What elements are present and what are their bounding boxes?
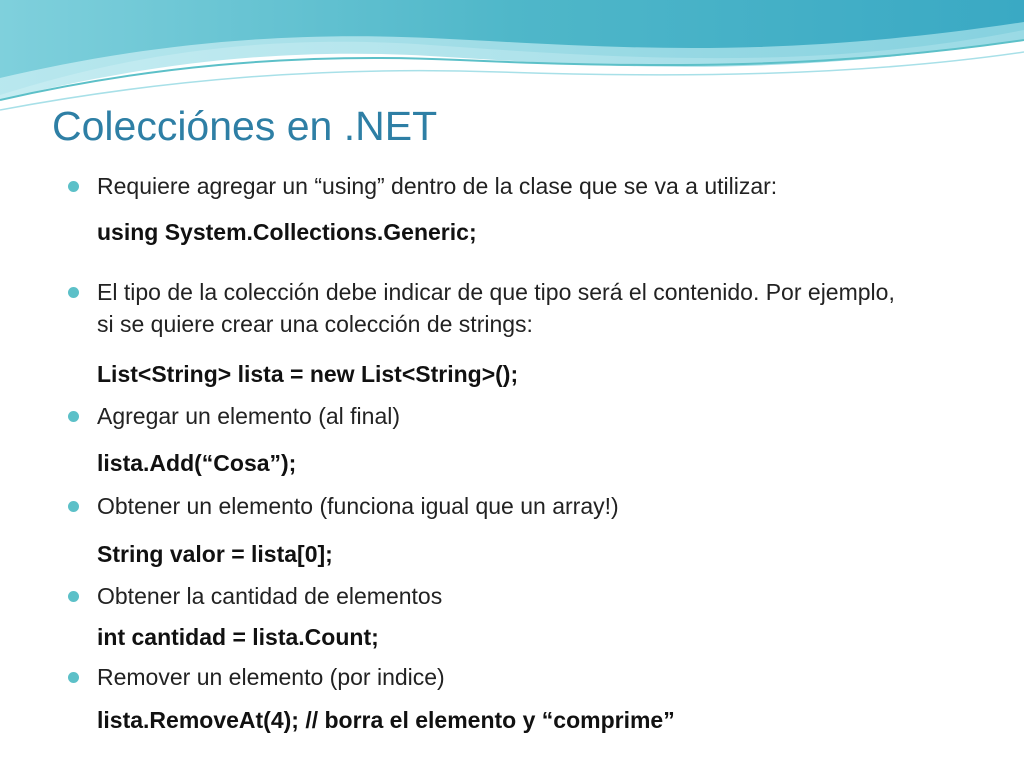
bullet-icon	[68, 501, 79, 512]
code-line: int cantidad = lista.Count;	[97, 624, 379, 650]
bullet-text: Remover un elemento (por indice)	[97, 664, 445, 690]
bullet-text: El tipo de la colección debe indicar de que tipo será el contenido. Por ejemplo, si se quiere crear una colección de strings:	[97, 279, 895, 337]
bullet-text: Agregar un elemento (al final)	[97, 403, 400, 429]
slide-title: Colecciónes en .NET	[52, 103, 438, 149]
code-line: lista.RemoveAt(4); // borra el elemento y “comprime”	[97, 707, 675, 733]
bullet-text: Obtener la cantidad de elementos	[97, 583, 443, 609]
bullet-text: Obtener un elemento (funciona igual que un array!)	[97, 493, 619, 519]
code-line: lista.Add(“Cosa”);	[97, 450, 297, 476]
code-line: using System.Collections.Generic;	[97, 219, 477, 245]
bullet-icon	[68, 287, 79, 298]
code-line: List<String> lista = new List<String>();	[97, 361, 519, 387]
bullet-icon	[68, 411, 79, 422]
bullet-icon	[68, 591, 79, 602]
bullet-text: Requiere agregar un “using” dentro de la clase que se va a utilizar:	[97, 173, 778, 199]
code-line: String valor = lista[0];	[97, 541, 333, 567]
bullet-icon	[68, 672, 79, 683]
bullet-icon	[68, 181, 79, 192]
